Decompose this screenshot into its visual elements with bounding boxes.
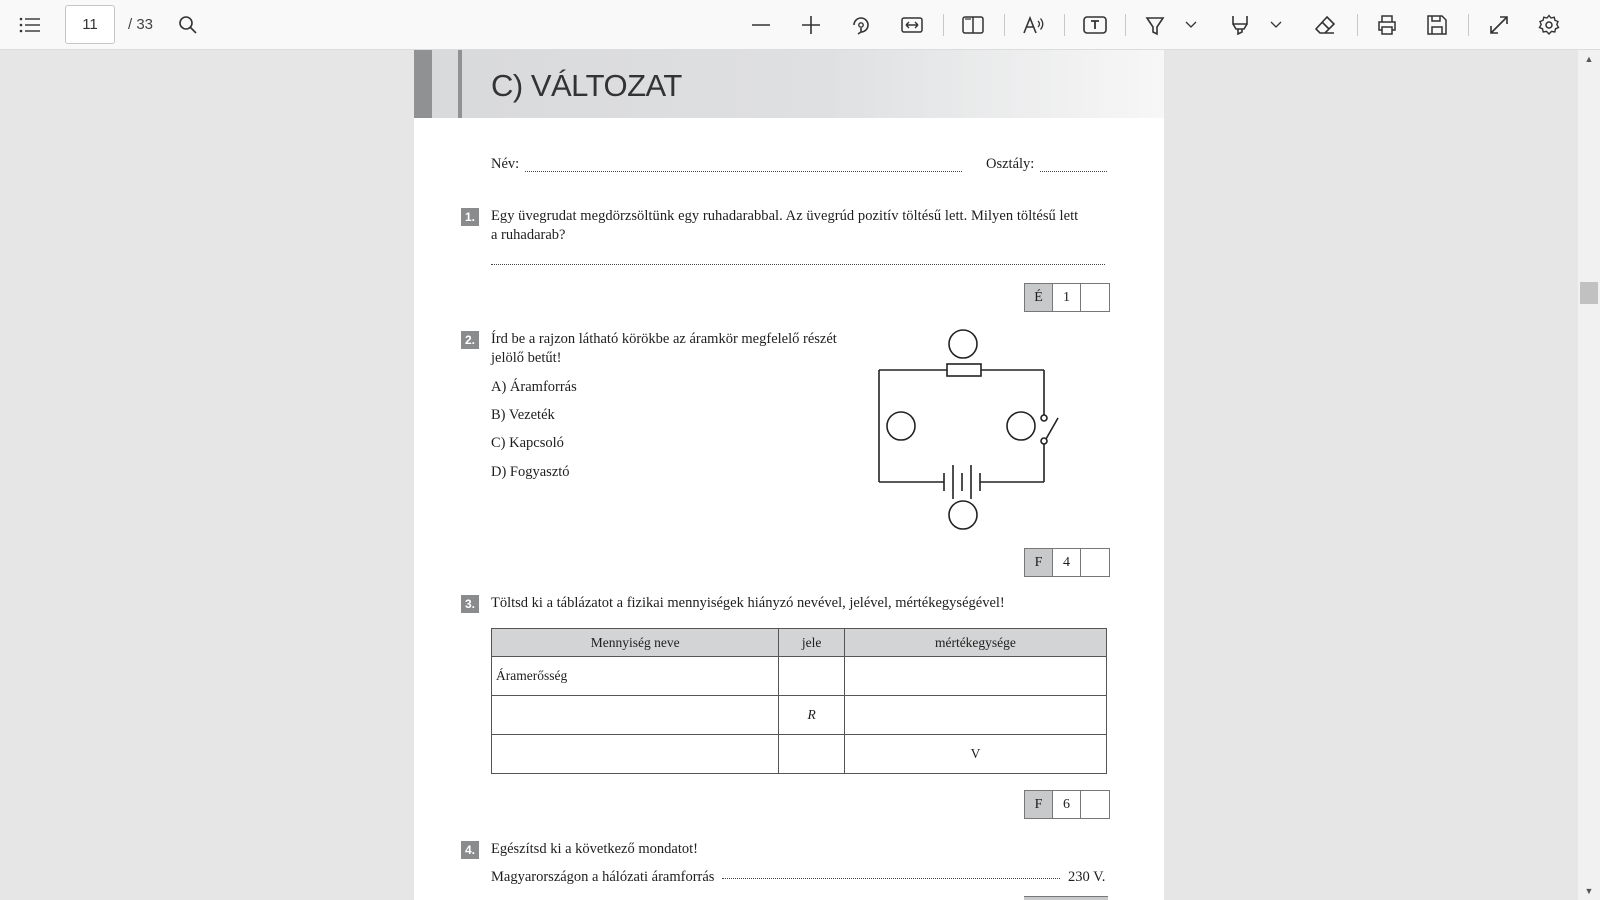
- option-item: B) Vezeték: [491, 407, 555, 423]
- option-item: C) Kapcsoló: [491, 435, 564, 451]
- option-item: D) Fogyasztó: [491, 464, 570, 480]
- page-view-icon[interactable]: [957, 9, 989, 41]
- question-number: 4.: [461, 841, 479, 859]
- column-header: jele: [779, 629, 845, 657]
- chevron-down-icon[interactable]: [1268, 9, 1284, 41]
- page-total: / 33: [128, 16, 154, 33]
- name-dotted-line: [525, 160, 962, 172]
- table-cell: [492, 735, 779, 774]
- question-2-line-1: Írd be a rajzon látható körökbe az áramkör megfelelő részét: [491, 331, 837, 347]
- header-bar-thin: [458, 50, 462, 118]
- question-3-text: Töltsd ki a táblázatot a fizikai mennyiségek hiányzó nevével, jelével, mértékegységével!: [491, 595, 1005, 611]
- list-icon[interactable]: [14, 9, 46, 41]
- header-bar: [414, 50, 432, 118]
- fullscreen-icon[interactable]: [1483, 9, 1515, 41]
- question-number: 2.: [461, 331, 479, 349]
- table-header-row: [492, 629, 1107, 657]
- table-cell: Áramerősség: [492, 657, 779, 696]
- table-cell: V: [844, 735, 1106, 774]
- score-type: É: [1025, 284, 1053, 311]
- score-earned: [1081, 284, 1109, 311]
- page-number-input[interactable]: [65, 5, 115, 44]
- table-row: [492, 657, 1107, 696]
- scroll-down-icon[interactable]: ▼: [1584, 886, 1594, 896]
- question-1-line-2: a ruhadarab?: [491, 227, 566, 243]
- table-cell: [844, 696, 1106, 735]
- text-box-icon[interactable]: [1079, 9, 1111, 41]
- circuit-diagram: [869, 325, 1069, 535]
- score-type: F: [1025, 791, 1053, 818]
- draw-icon[interactable]: [1139, 9, 1171, 41]
- score-earned: [1081, 791, 1109, 818]
- gear-icon[interactable]: [1533, 9, 1565, 41]
- name-label: Név:: [491, 156, 520, 172]
- question-4-text: Egészítsd ki a következő mondatot!: [491, 841, 698, 857]
- class-label: Osztály:: [986, 156, 1035, 172]
- score-box: [1024, 283, 1110, 312]
- score-earned: [1081, 549, 1109, 576]
- scroll-thumb[interactable]: [1580, 282, 1598, 304]
- score-box-partial: [1024, 896, 1108, 900]
- answer-dotted-line: [722, 877, 1060, 879]
- quantities-table: [491, 628, 1107, 774]
- column-header: mértékegysége: [844, 629, 1106, 657]
- option-item: A) Áramforrás: [491, 379, 577, 395]
- zoom-in-icon[interactable]: [795, 9, 827, 41]
- score-box: [1024, 548, 1110, 577]
- highlight-icon[interactable]: [1224, 9, 1256, 41]
- table-cell: R: [779, 696, 845, 735]
- class-dotted-line: [1040, 160, 1107, 172]
- answer-dotted-line: [491, 263, 1105, 265]
- pdf-page: [414, 50, 1164, 900]
- table-cell: [779, 735, 845, 774]
- zoom-out-icon[interactable]: [745, 9, 777, 41]
- score-points: 1: [1053, 284, 1081, 311]
- eraser-icon[interactable]: [1309, 9, 1341, 41]
- page-title: C) VÁLTOZAT: [491, 68, 682, 103]
- question-2-line-2: jelölő betűt!: [491, 350, 562, 366]
- vertical-scrollbar[interactable]: [1578, 50, 1600, 900]
- sentence-end: 230 V.: [1068, 869, 1106, 885]
- save-icon[interactable]: [1421, 9, 1453, 41]
- score-points: 6: [1053, 791, 1081, 818]
- scroll-up-icon[interactable]: ▲: [1584, 54, 1594, 64]
- score-points: 4: [1053, 549, 1081, 576]
- column-header: Mennyiség neve: [492, 629, 779, 657]
- table-cell: [844, 657, 1106, 696]
- table-row: [492, 735, 1107, 774]
- chevron-down-icon[interactable]: [1183, 9, 1199, 41]
- table-cell: [492, 696, 779, 735]
- toolbar: [0, 0, 1600, 50]
- print-icon[interactable]: [1371, 9, 1403, 41]
- score-type: F: [1025, 549, 1053, 576]
- score-box: [1024, 790, 1110, 819]
- question-1-line-1: Egy üvegrudat megdörzsöltünk egy ruhadarabbal. Az üvegrúd pozitív töltésű lett. Milyen töltésű lett: [491, 208, 1079, 224]
- question-number: 1.: [461, 208, 479, 226]
- fit-width-icon[interactable]: [896, 9, 928, 41]
- sentence-start: Magyarországon a hálózati áramforrás: [491, 869, 715, 885]
- table-cell: [779, 657, 845, 696]
- read-aloud-icon[interactable]: [1018, 9, 1050, 41]
- question-number: 3.: [461, 595, 479, 613]
- table-row: [492, 696, 1107, 735]
- search-icon[interactable]: [172, 9, 204, 41]
- rotate-icon[interactable]: [845, 9, 877, 41]
